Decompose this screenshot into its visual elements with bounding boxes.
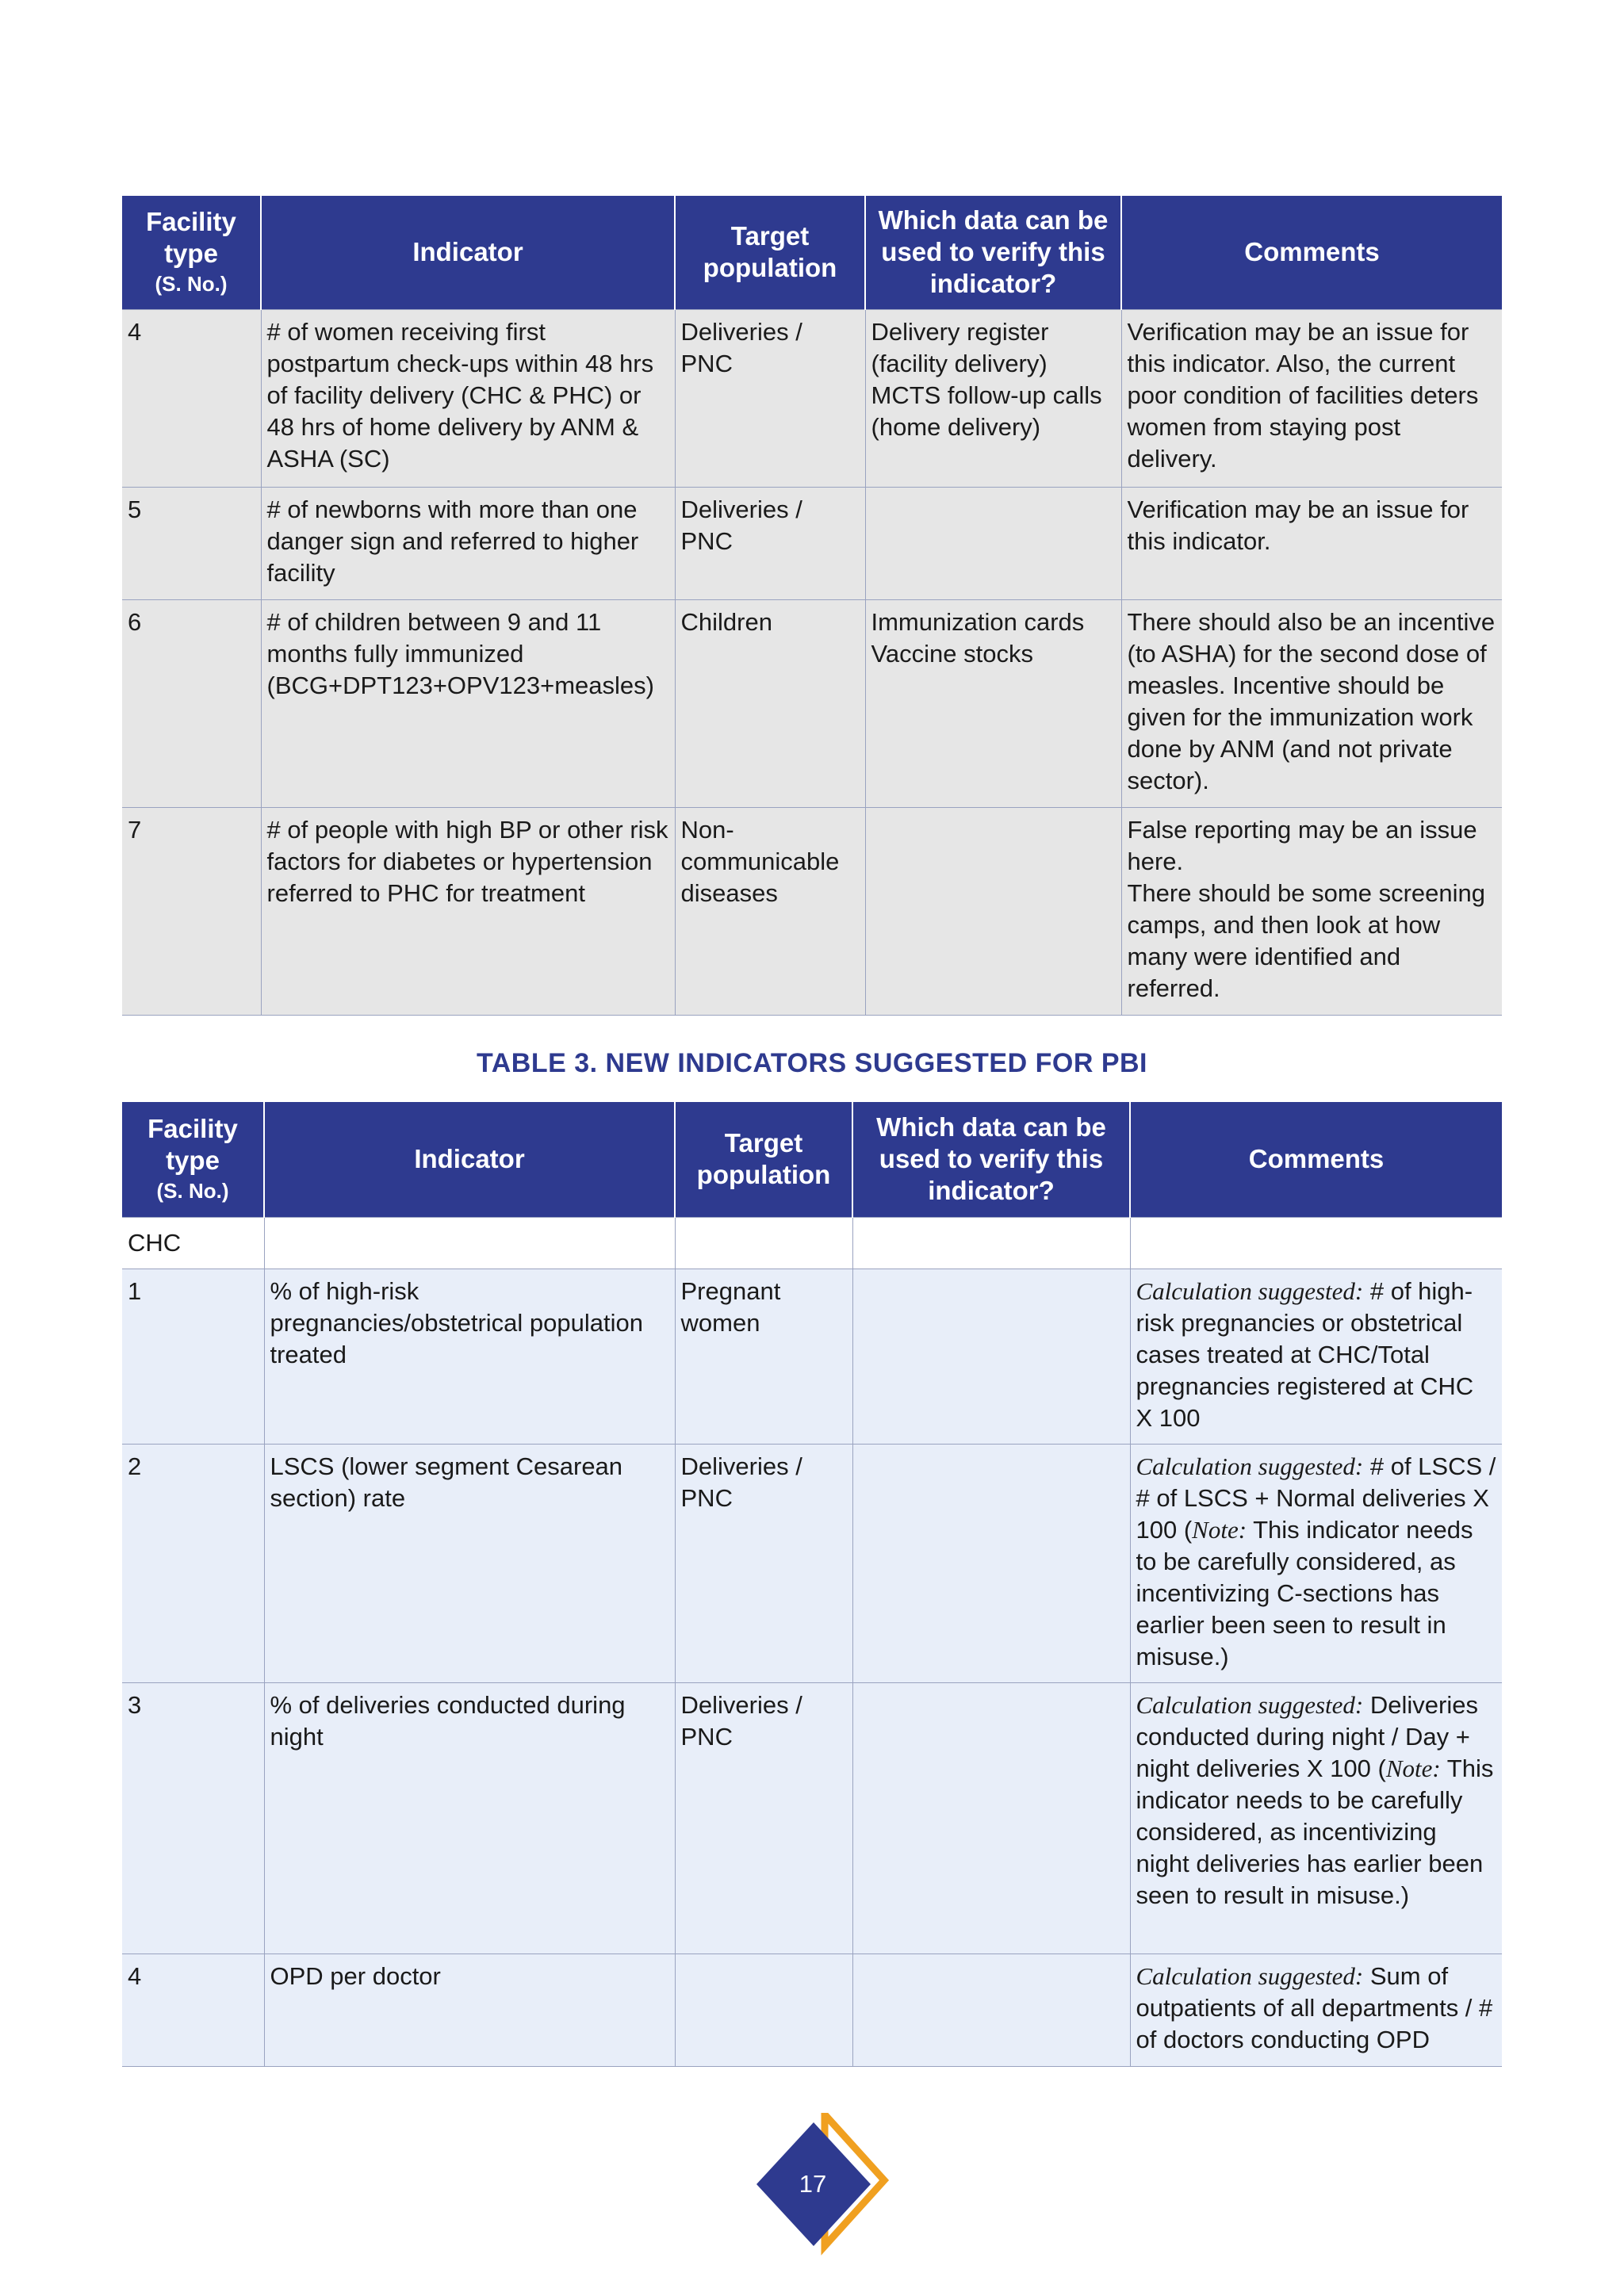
cell-indicator: # of people with high BP or other risk factors for diabetes or hypertension referred to PHC for treatment [261,807,675,1015]
cell-target: Deliveries / PNC [675,1444,852,1682]
cell-comments: Calculation suggested: Deliveries conducted during night / Day + night deliveries X 100 (Note: This indicator needs to be carefully considered, as incentivizing night deliveries has earlier been seen to result in misuse.) [1130,1682,1502,1954]
cell-verify [852,1269,1130,1444]
cell-indicator: # of women receiving first postpartum check-ups within 48 hrs of facility delivery (CHC & PHC) or 48 hrs of home delivery by ANM & ASHA (SC) [261,309,675,487]
header-indicator: Indicator [261,196,675,309]
section-row [122,1217,1502,1269]
table-row [122,1954,1502,2066]
comment-line: False reporting may be an issue here. [1127,815,1477,875]
calc-label: Calculation suggested: [1136,1452,1364,1480]
cell-sno: 3 [122,1682,264,1954]
header-target-population: Target population [675,196,865,309]
table-row [122,807,1502,1015]
cell-comments: There should also be an incentive (to ASHA) for the second dose of measles. Incentive should be given for the immunization work done by ANM (and not private sector). [1121,599,1502,807]
cell-comments: Calculation suggested: # of high-risk pregnancies or obstetrical cases treated at CHC/Total pregnancies registered at CHC X 100 [1130,1269,1502,1444]
header-verify-data: Which data can be used to verify this indicator? [852,1102,1130,1217]
cell-verify: Immunization cards Vaccine stocks [865,599,1121,807]
table-row [122,487,1502,599]
cell-comments: Verification may be an issue for this indicator. [1121,487,1502,599]
table-row [122,1444,1502,1682]
table-new-indicators [122,1102,1502,2067]
cell-sno: 5 [122,487,261,599]
page-number: 17 [799,2170,827,2198]
header-verify-data: Which data can be used to verify this indicator? [865,196,1121,309]
comment-line: There should be some screening camps, and then look at how many were identified and referred. [1127,878,1485,1002]
cell-target: Pregnant women [675,1269,852,1444]
cell-verify [865,487,1121,599]
table-header-row [122,1102,1502,1217]
header-comments: Comments [1121,196,1502,309]
cell-verify [852,1682,1130,1954]
cell-verify [865,807,1121,1015]
cell-indicator: LSCS (lower segment Cesarean section) rate [264,1444,675,1682]
header-comments: Comments [1130,1102,1502,1217]
header-s-no: (S. No.) [156,1179,229,1203]
calc-label: Calculation suggested: [1136,1961,1364,1990]
calc-label: Calculation suggested: [1136,1276,1364,1305]
cell-verify [852,1444,1130,1682]
table-header-row [122,196,1502,309]
cell-target [675,1954,852,2066]
cell-sno: 4 [122,309,261,487]
cell-indicator: OPD per doctor [264,1954,675,2066]
header-indicator: Indicator [264,1102,675,1217]
page-number-badge [753,2113,896,2256]
cell-indicator: # of children between 9 and 11 months fully immunized (BCG+DPT123+OPV123+measles) [261,599,675,807]
cell-target: Non-communicable diseases [675,807,865,1015]
cell-sno: 2 [122,1444,264,1682]
section-label: CHC [122,1217,264,1269]
calc-label: Calculation suggested: [1136,1690,1364,1719]
cell-target: Deliveries / PNC [675,1682,852,1954]
cell-target: Deliveries / PNC [675,309,865,487]
cell-indicator: % of high-risk pregnancies/obstetrical population treated [264,1269,675,1444]
cell-sno: 1 [122,1269,264,1444]
cell-sno: 4 [122,1954,264,2066]
table-title: TABLE 3. NEW INDICATORS SUGGESTED FOR PBI [477,1048,1147,1078]
cell-verify: Delivery register (facility delivery) MCTS follow-up calls (home delivery) [865,309,1121,487]
table-continued [122,196,1502,1016]
header-facility-type: Facility type (S. No.) [122,196,261,309]
header-target-population: Target population [675,1102,852,1217]
cell-indicator: # of newborns with more than one danger sign and referred to higher facility [261,487,675,599]
cell-comments: Calculation suggested: # of LSCS / # of LSCS + Normal deliveries X 100 (Note: This indicator needs to be carefully considered, as incentivizing C-sections has earlier been seen to result in misuse.) [1130,1444,1502,1682]
cell-comments: Verification may be an issue for this indicator. Also, the current poor condition of facilities deters women from staying post delivery. [1121,309,1502,487]
cell-sno: 7 [122,807,261,1015]
cell-target: Children [675,599,865,807]
cell-target: Deliveries / PNC [675,487,865,599]
cell-sno: 6 [122,599,261,807]
header-s-no: (S. No.) [155,272,228,297]
table-row [122,1682,1502,1954]
cell-comments: Calculation suggested: Sum of outpatients of all departments / # of doctors conducting OPD [1130,1954,1502,2066]
header-facility-type: Facility type (S. No.) [122,1102,264,1217]
cell-indicator: % of deliveries conducted during night [264,1682,675,1954]
table-row [122,309,1502,487]
note-label: Note: [1385,1754,1441,1782]
note-label: Note: [1192,1515,1247,1544]
cell-verify [852,1954,1130,2066]
table-row [122,599,1502,807]
cell-comments [1121,807,1502,1015]
table-row [122,1269,1502,1444]
